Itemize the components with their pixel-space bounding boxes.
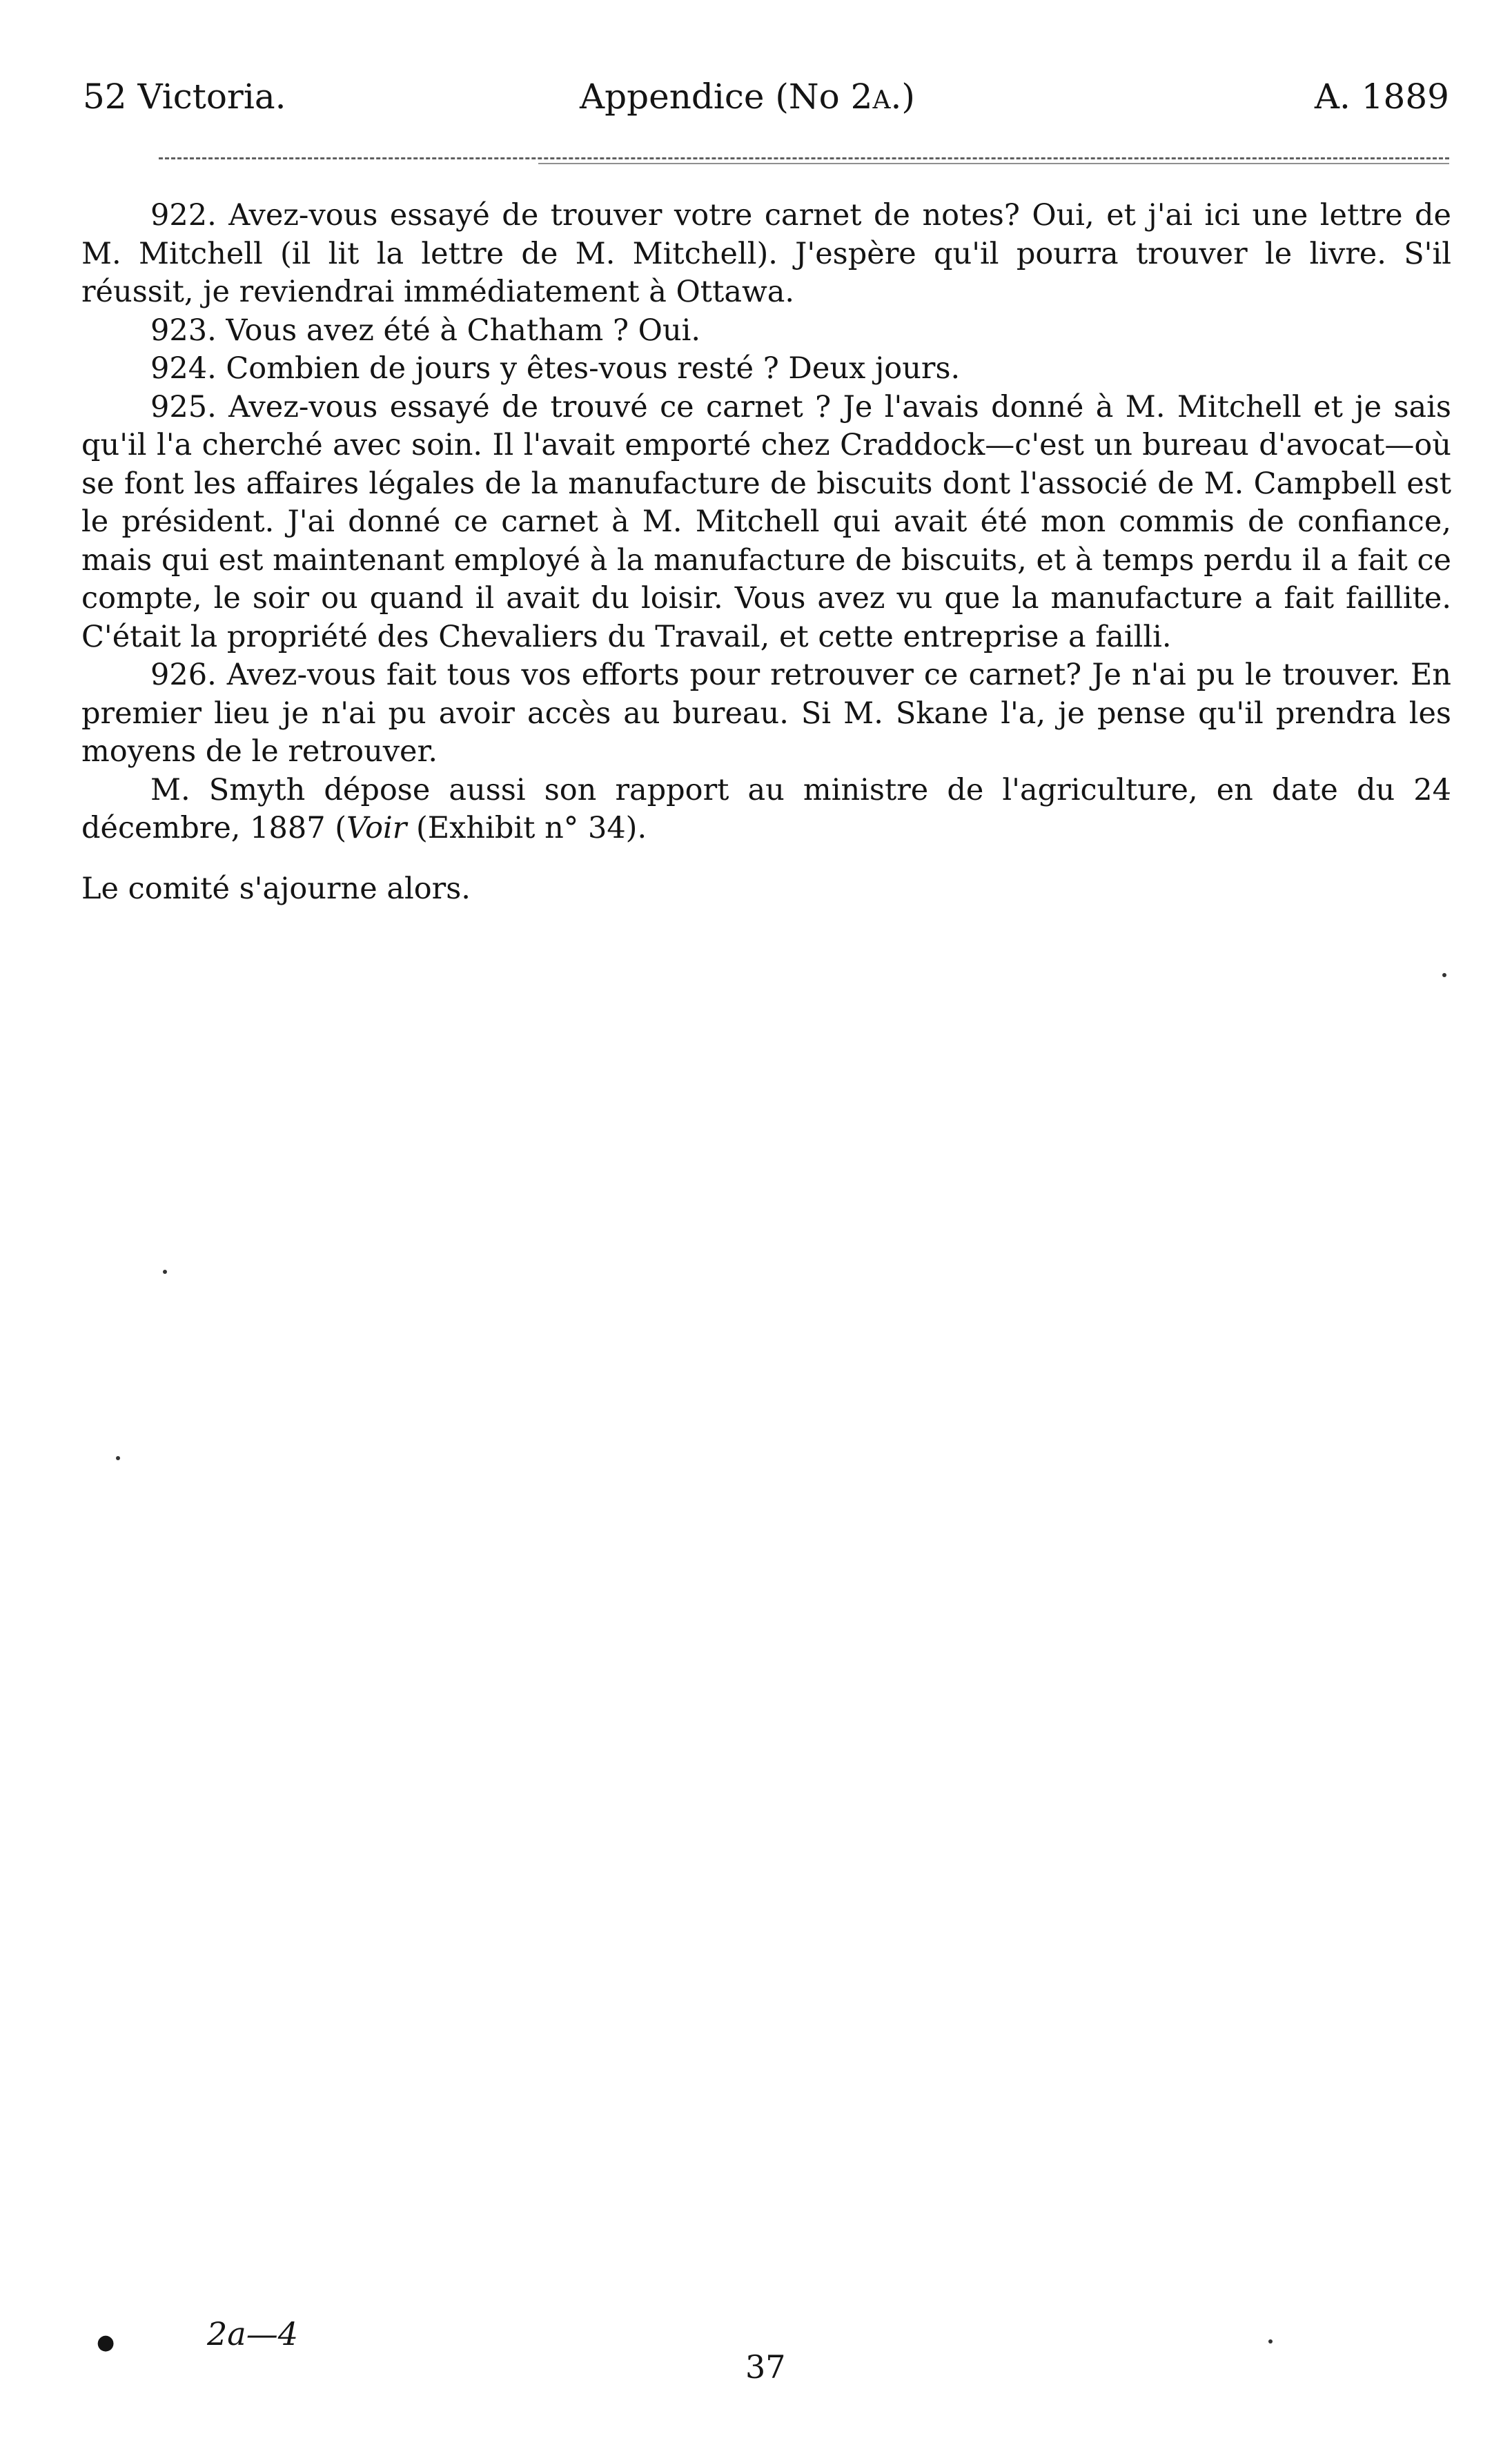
deposit-voir: Voir xyxy=(346,811,407,845)
header-rule-secondary xyxy=(538,163,1449,164)
deposit-exhibit: (Exhibit n° 34). xyxy=(406,811,647,845)
print-speck xyxy=(1268,2339,1273,2344)
header-session: 52 Victoria. xyxy=(83,77,286,117)
paragraph-question-922: 922. Avez-vous essayé de trouver votre carnet de notes? Oui, et j'ai ici une lettre de M. Mitchell (il lit la lettre de M. Mitchell). J'espère qu'il pourra trouver le livre. S'il réussit, je reviendrai immédiatement à Ottawa. xyxy=(81,198,1451,309)
page-header xyxy=(83,69,1449,124)
header-appendix-smallcap: A xyxy=(872,86,891,115)
paragraph-question-926: 926. Avez-vous fait tous vos efforts pour retrouver ce carnet? Je n'ai pu le trouver. En premier lieu je n'ai pu avoir accès au bureau. Si M. Skane l'a, je pense qu'il prendra les moyens de le retrouver. xyxy=(81,658,1451,769)
paragraph-question-925: 925. Avez-vous essayé de trouvé ce carnet ? Je l'avais donné à M. Mitchell et je sais qu'il l'a cherché avec soin. Il l'avait emporté chez Craddock—c'est un bureau d'avocat—où se font les affaires légales de la manufacture de biscuits dont l'associé de M. Campbell est le président. J'ai donné ce carnet à M. Mitchell qui avait été mon commis de confiance, mais qui est maintenant employé à la manufacture de biscuits, et à temps perdu il a fait ce compte, le soir ou quand il avait du loisir. Vous avez vu que la manufacture a fait faillite. C'était la propriété des Chevaliers du Travail, et cette entreprise a failli. xyxy=(81,389,1451,654)
footer-mark: ● xyxy=(97,2330,115,2355)
header-appendix xyxy=(580,69,915,128)
header-year: A. 1889 xyxy=(1314,77,1449,117)
deposit-text: M. Smyth dépose aussi son rapport au ministre de l'agriculture, en date du 24 décembre, 1887 ( xyxy=(81,772,1451,845)
paragraph-question-924: 924. Combien de jours y êtes-vous resté ? Deux jours. xyxy=(150,351,961,386)
header-rule xyxy=(159,157,1449,159)
print-speck xyxy=(116,1456,120,1460)
print-speck xyxy=(163,1270,167,1274)
paragraph-deposit xyxy=(81,772,1451,848)
paragraph-adjournment: Le comité s'ajourne alors. xyxy=(81,871,471,906)
footer-signature: 2a—4 xyxy=(207,2315,298,2352)
print-speck xyxy=(1442,973,1446,977)
header-appendix-suffix: .) xyxy=(890,77,915,117)
testimony-text xyxy=(81,197,1451,908)
page-number: 37 xyxy=(745,2348,786,2386)
paragraph-question-923: 923. Vous avez été à Chatham ? Oui. xyxy=(150,313,701,348)
header-appendix-prefix: Appendice (No 2 xyxy=(580,77,873,117)
